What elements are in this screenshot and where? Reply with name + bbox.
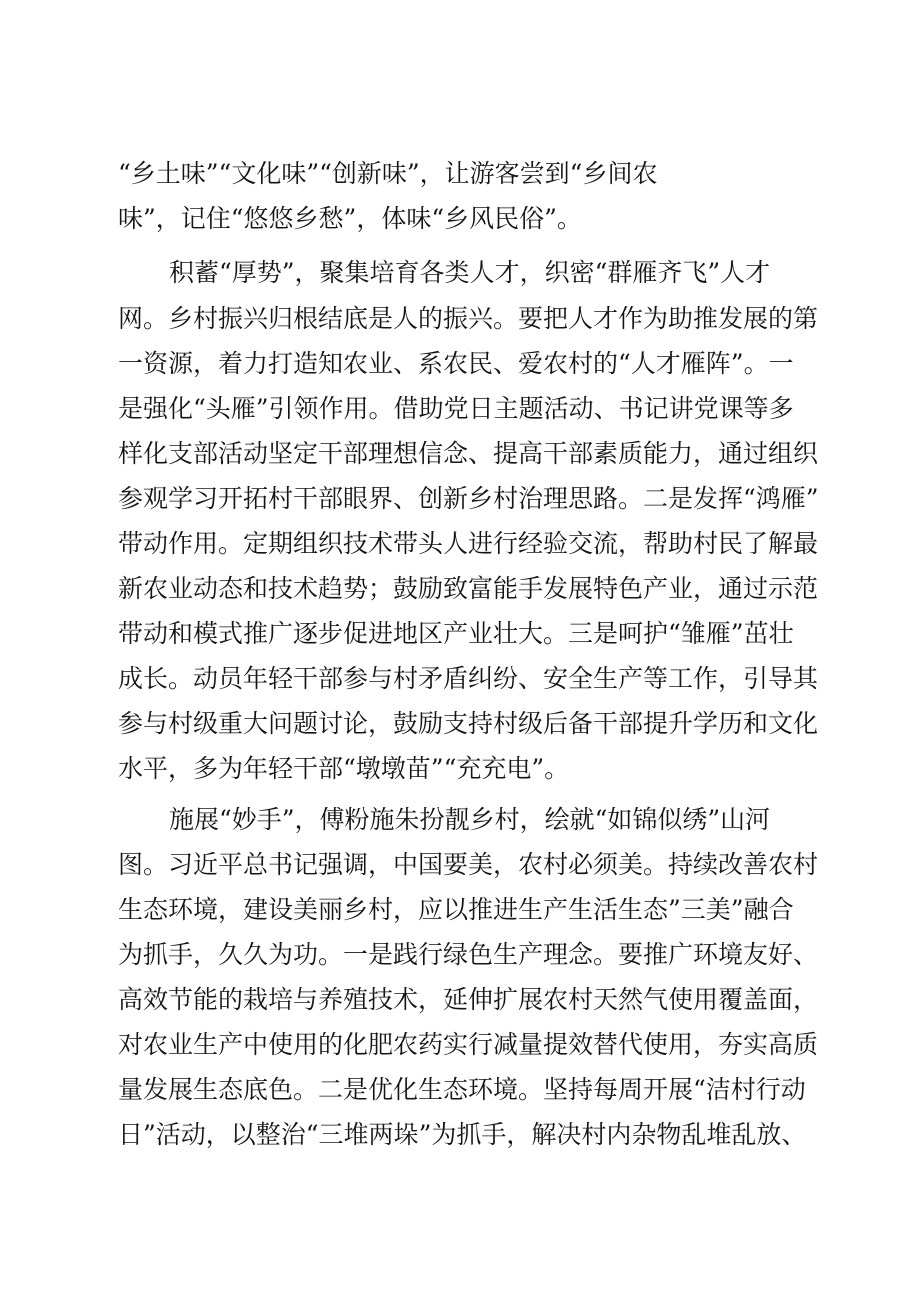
text-line: 图。习近平总书记强调，中国要美，农村必须美。持续改善农村 — [118, 850, 819, 879]
paragraph-first-line: 施展“妙手”，傅粉施朱扮靓乡村，绘就“如锦似绣”山河 — [169, 805, 771, 834]
paragraph-first-line: 积蓄“厚势”，聚集培育各类人才，织密“群雁齐飞”人才 — [169, 258, 771, 287]
text-line: 量发展生态底色。二是优化生态环境。坚持每周开展“洁村行动 — [118, 1075, 806, 1104]
text-line: “乡土味”“文化味”“创新味”，让游客尝到“乡间农 — [118, 159, 658, 188]
text-line: 高效节能的栽培与养殖技术，延伸扩展农村天然气使用覆盖面， — [118, 985, 819, 1014]
text-line: 味”，记住“悠悠乡愁”，体味“乡风民俗”。 — [118, 204, 582, 233]
text-line: 带动和模式推广逐步促进地区产业壮大。三是呵护“雏雁”茁壮 — [118, 619, 794, 648]
text-line: 日”活动，以整治“三堆两垛”为抓手，解决村内杂物乱堆乱放、 — [118, 1120, 807, 1149]
text-line: 成长。动员年轻干部参与村矛盾纠纷、安全生产等工作，引导其 — [118, 664, 819, 693]
text-line: 参与村级重大问题讨论，鼓励支持村级后备干部提升学历和文化 — [118, 709, 819, 738]
text-line: 样化支部活动坚定干部理想信念、提高干部素质能力，通过组织 — [118, 439, 819, 468]
text-line: 水平，多为年轻干部“墩墩苗”“充充电”。 — [118, 754, 570, 783]
text-line: 是强化“头雁”引领作用。借助党日主题活动、书记讲党课等多 — [118, 394, 794, 423]
text-line: 带动作用。定期组织技术带头人进行经验交流，帮助村民了解最 — [118, 529, 819, 558]
text-line: 网。乡村振兴归根结底是人的振兴。要把人才作为助推发展的第 — [118, 304, 819, 333]
text-line: 为抓手，久久为功。一是践行绿色生产理念。要推广环境友好、 — [118, 940, 819, 969]
text-line: 参观学习开拓村干部眼界、创新乡村治理思路。二是发挥“鸿雁” — [118, 484, 819, 513]
text-line: 对农业生产中使用的化肥农药实行减量提效替代使用，夯实高质 — [118, 1030, 819, 1059]
text-line: 生态环境，建设美丽乡村，应以推进生产生活生态”三美”融合 — [118, 895, 794, 924]
text-line: 一资源，着力打造知农业、系农民、爱农村的“人才雁阵”。一 — [118, 349, 794, 378]
text-line: 新农业动态和技术趋势；鼓励致富能手发展特色产业，通过示范 — [118, 574, 819, 603]
